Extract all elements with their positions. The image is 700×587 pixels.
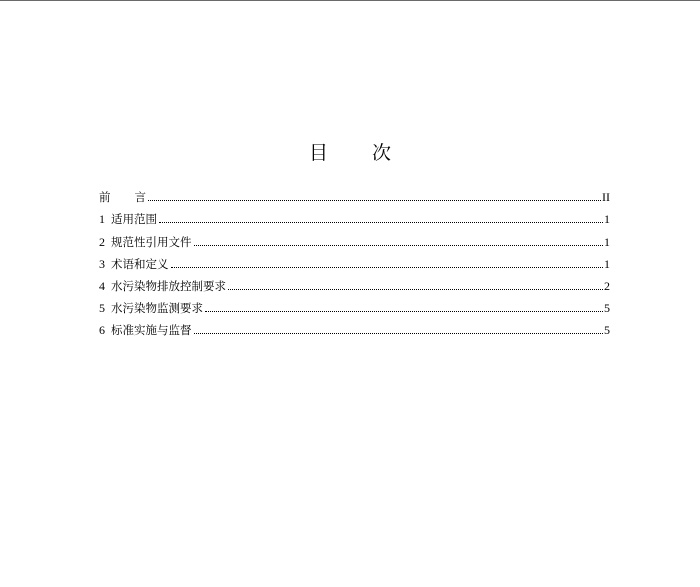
toc-entry-label — [99, 279, 226, 293]
toc-dot-leader — [228, 289, 603, 290]
toc-entry-foreword[interactable] — [99, 182, 610, 204]
toc-entry-label-part1: 前 — [99, 190, 111, 205]
toc-entry-3[interactable] — [99, 249, 610, 271]
toc-dot-leader — [194, 245, 604, 246]
toc-section-title: 水污染物监测要求 — [111, 301, 203, 316]
toc-entry-label — [99, 323, 192, 337]
toc-dot-leader — [171, 267, 604, 268]
toc-dot-leader — [205, 311, 603, 312]
toc-entry-2[interactable] — [99, 226, 610, 248]
toc-dot-leader — [148, 200, 601, 201]
toc-entry-6[interactable] — [99, 315, 610, 337]
toc-dot-leader — [159, 222, 603, 223]
toc-entry-4[interactable] — [99, 271, 610, 293]
toc-section-title: 术语和定义 — [111, 256, 169, 271]
toc-page-number: 1 — [604, 234, 610, 249]
toc-section-number: 1 — [99, 212, 105, 227]
toc-entry-label — [99, 301, 203, 315]
table-of-contents — [99, 182, 610, 337]
toc-page-number: 5 — [604, 323, 610, 338]
toc-section-title: 标准实施与监督 — [111, 323, 192, 338]
toc-page-number: 1 — [604, 256, 610, 271]
toc-entry-1[interactable] — [99, 204, 610, 226]
toc-section-title: 适用范围 — [111, 212, 157, 227]
toc-entry-label — [99, 190, 146, 204]
toc-dot-leader — [194, 333, 604, 334]
toc-page-number: 2 — [604, 278, 610, 293]
toc-page-number: 1 — [604, 212, 610, 227]
toc-page-number: 5 — [604, 301, 610, 316]
toc-section-number: 3 — [99, 256, 105, 271]
toc-section-title: 规范性引用文件 — [111, 234, 192, 249]
toc-section-title: 水污染物排放控制要求 — [111, 278, 226, 293]
toc-entry-label-part2: 言 — [134, 190, 146, 205]
toc-section-number: 5 — [99, 301, 105, 316]
toc-title-char-1: 目 — [308, 142, 328, 164]
toc-section-number: 2 — [99, 234, 105, 249]
toc-entry-5[interactable] — [99, 293, 610, 315]
toc-title — [0, 138, 700, 165]
toc-title-char-2: 次 — [372, 142, 392, 164]
toc-entry-label — [99, 257, 169, 271]
toc-page-number: II — [602, 190, 610, 205]
toc-entry-label — [99, 235, 192, 249]
toc-section-number: 4 — [99, 278, 105, 293]
toc-section-number: 6 — [99, 323, 105, 338]
toc-entry-label — [99, 212, 157, 226]
